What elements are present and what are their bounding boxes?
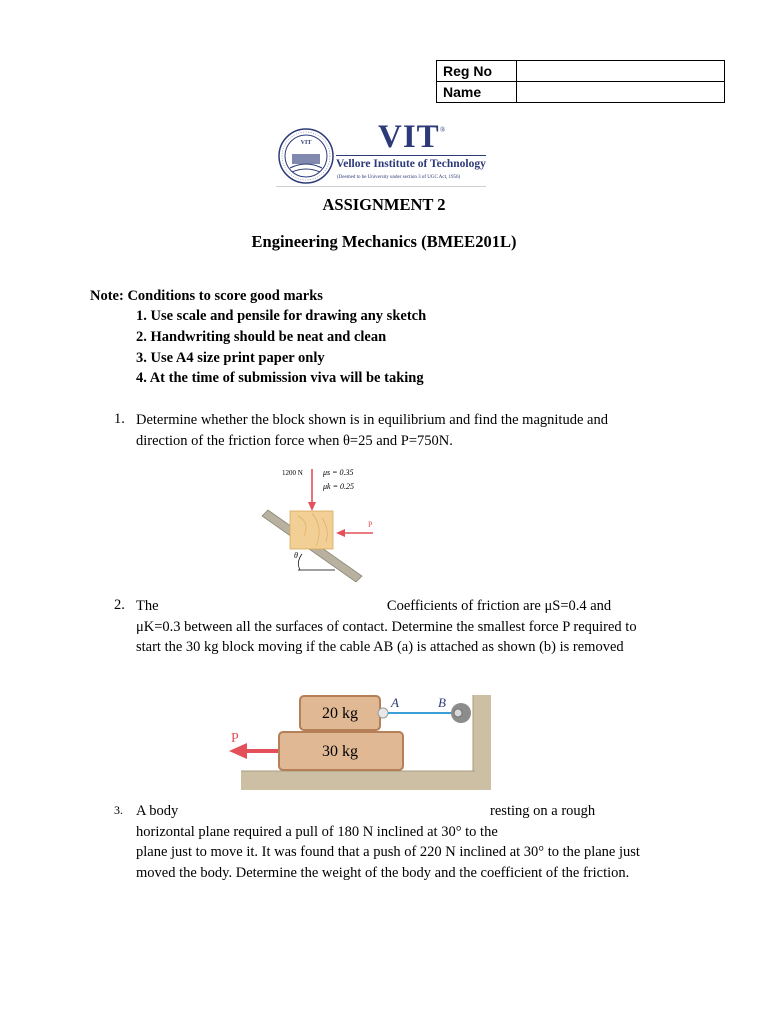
registration-table (436, 60, 725, 103)
point-a-ring (378, 708, 388, 718)
registered-mark: ® (440, 126, 446, 134)
angle-arc (298, 554, 302, 570)
question-number: 1. (114, 411, 125, 427)
point-a-label: A (391, 695, 399, 710)
question-line: moved the body. Determine the weight of the body and the coefficient of the friction. (136, 864, 630, 881)
top-block-label: 20 kg (322, 705, 358, 722)
vit-seal-icon (276, 126, 338, 188)
question-line: The Coefficients of friction are μS=0.4 and (136, 598, 612, 614)
vit-logo-tagline: (Deemed to be University under section 3 of UGC Act, 1956) (337, 175, 461, 180)
question-number: 2. (114, 597, 125, 613)
question-line: A body resting on a rough (136, 803, 596, 819)
question-line: horizontal plane required a pull of 180 N inclined at 30° to the (136, 823, 498, 840)
question-line: direction of the friction force when θ=25 and P=750N. (136, 432, 453, 449)
note-item: 2. Handwriting should be neat and clean (136, 329, 387, 345)
vit-logo-subtitle: Vellore Institute of Technology (336, 158, 486, 170)
incline-block-figure (250, 458, 400, 588)
angle-label: θ (294, 551, 298, 560)
name-field[interactable] (517, 82, 725, 103)
question-text (136, 801, 640, 883)
question-text (136, 410, 608, 451)
logo-rule (336, 155, 486, 156)
seal-text: VIT (300, 140, 312, 146)
stacked-blocks-figure (225, 688, 497, 792)
question-text (136, 596, 637, 658)
note-item: 1. Use scale and pensile for drawing any sketch (136, 308, 427, 324)
question-line: plane just to move it. It was found that a push of 220 N inclined at 30° to the plane just (136, 844, 640, 860)
note-item: 4. At the time of submission viva will be taking (136, 370, 424, 386)
force-p-arrowhead (336, 529, 345, 537)
note-title: Note: Conditions to score good marks (90, 288, 323, 304)
wood-block (290, 511, 333, 549)
mu-s-label: μs = 0.35 (323, 468, 354, 477)
load-arrowhead (308, 502, 316, 511)
floor (241, 771, 491, 790)
reg-no-label: Reg No (437, 61, 517, 82)
point-b-label: B (438, 695, 446, 710)
logo-underline (276, 186, 486, 187)
question-line: μK=0.3 between all the surfaces of contact. Determine the smallest force P required to (136, 618, 637, 635)
question-number: 3. (114, 803, 123, 817)
course-title: Engineering Mechanics (BMEE201L) (251, 232, 517, 251)
mu-k-label: μk = 0.25 (323, 482, 354, 491)
question-line: Determine whether the block shown is in equilibrium and find the magnitude and (136, 412, 608, 428)
name-label: Name (437, 82, 517, 103)
force-label: P (231, 731, 239, 746)
force-label: P (368, 520, 373, 529)
bottom-block-label: 30 kg (322, 743, 358, 760)
note-item: 3. Use A4 size print paper only (136, 350, 325, 366)
reg-no-field[interactable] (517, 61, 725, 82)
load-label: 1200 N (282, 469, 303, 477)
assignment-title: ASSIGNMENT 2 (322, 195, 446, 214)
vit-logo-title: VIT (378, 119, 440, 155)
question-line: start the 30 kg block moving if the cable AB (a) is attached as shown (b) is removed (136, 639, 624, 655)
